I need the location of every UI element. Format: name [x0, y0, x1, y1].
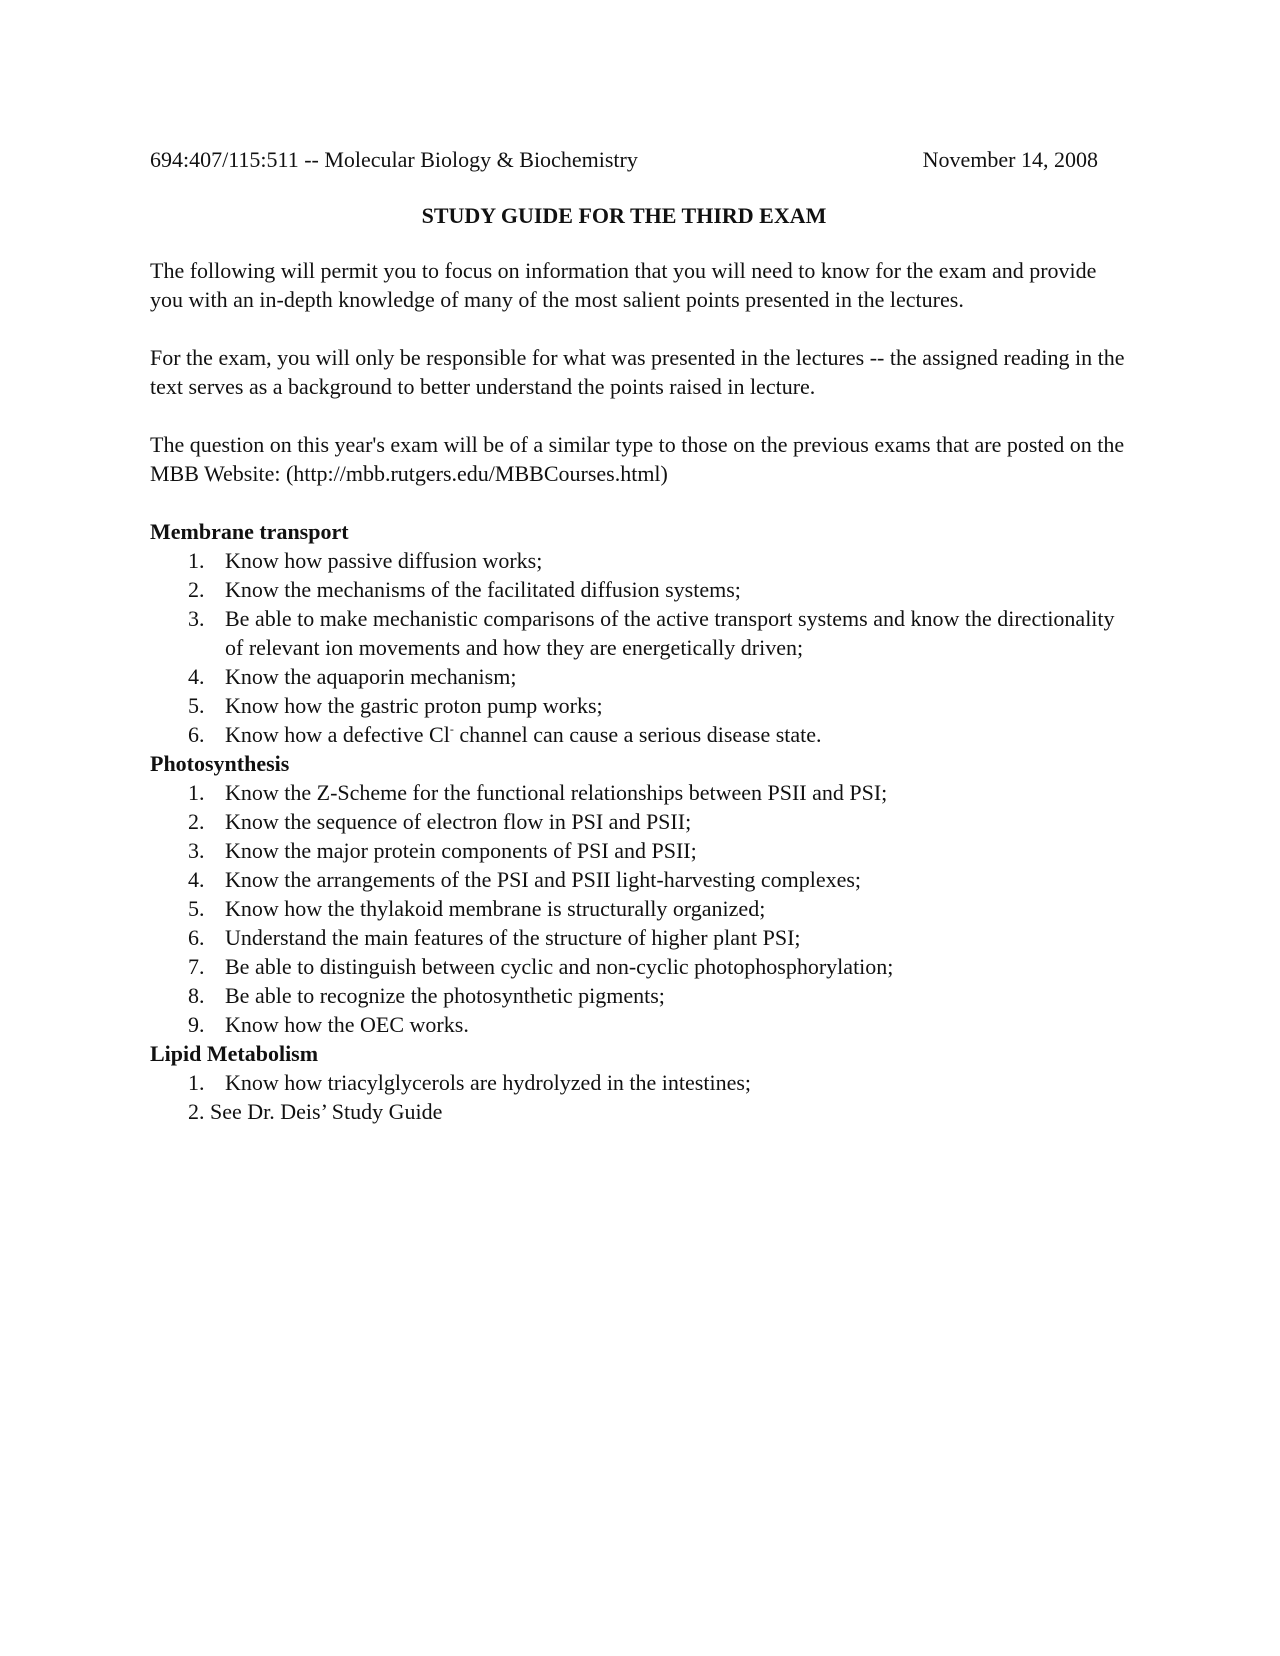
item-number: 1.	[188, 548, 205, 573]
item-text: Know how triacylglycerols are hydrolyzed in the intestines;	[225, 1070, 752, 1095]
list-item	[150, 807, 1130, 836]
course-code: 694:407/115:511 -- Molecular Biology & Biochemistry	[150, 147, 638, 172]
list-item	[150, 981, 1130, 1010]
responsibility-paragraph: For the exam, you will only be responsible for what was presented in the lectures -- the assigned reading in the text serves as a background to better understand the points raised in lecture.	[150, 345, 1125, 399]
list-item	[150, 836, 1130, 865]
study-guide-reference: 2. See Dr. Deis’ Study Guide	[188, 1099, 443, 1124]
item-text: Understand the main features of the structure of higher plant PSI;	[225, 925, 801, 950]
item-text: Know how the thylakoid membrane is structurally organized;	[225, 896, 766, 921]
list-item	[150, 952, 1130, 981]
exam-type-paragraph: The question on this year's exam will be of a similar type to those on the previous exams that are posted on the MBB Website: (http://mbb.rutgers.edu/MBBCourses.html)	[150, 432, 1125, 486]
item-text: Be able to make mechanistic comparisons of the active transport systems and know the directionality of relevant ion movements and how they are energetically driven;	[225, 606, 1115, 660]
item-number: 4.	[188, 867, 205, 892]
photosynthesis-list	[150, 778, 1130, 1039]
list-item	[150, 662, 1130, 691]
item-text: Know the sequence of electron flow in PSI and PSII;	[225, 809, 692, 834]
item-text: Be able to recognize the photosynthetic pigments;	[225, 983, 665, 1008]
document-title: STUDY GUIDE FOR THE THIRD EXAM	[421, 203, 827, 228]
item-text: Know the Z-Scheme for the functional relationships between PSII and PSI;	[225, 780, 888, 805]
item-number: 1.	[188, 1070, 205, 1095]
chloride-charge-superscript: -	[449, 722, 454, 736]
item-number: 6.	[188, 925, 205, 950]
section-heading-lipid-metabolism: Lipid Metabolism	[150, 1041, 319, 1066]
item-text-continued: channel can cause a serious disease state.	[453, 722, 822, 747]
section-heading-membrane-transport: Membrane transport	[150, 519, 349, 544]
lipid-metabolism-list	[150, 1068, 1130, 1097]
item-number: 3.	[188, 838, 205, 863]
intro-paragraph: The following will permit you to focus on information that you will need to know for the exam and provide you with an in-depth knowledge of many of the most salient points presented in the lectures.	[150, 258, 1097, 312]
document-date: November 14, 2008	[922, 147, 1098, 172]
item-number: 3.	[188, 606, 205, 631]
list-item	[150, 546, 1130, 575]
item-number: 9.	[188, 1012, 205, 1037]
list-item	[150, 865, 1130, 894]
item-number: 6.	[188, 722, 205, 747]
membrane-transport-list	[150, 546, 1130, 749]
item-number: 4.	[188, 664, 205, 689]
item-text: Know the arrangements of the PSI and PSII light-harvesting complexes;	[225, 867, 862, 892]
item-text: Know the major protein components of PSI and PSII;	[225, 838, 697, 863]
list-item	[150, 1068, 1130, 1097]
list-item	[150, 1010, 1130, 1039]
item-text: Know how the OEC works.	[225, 1012, 469, 1037]
item-text: Know the mechanisms of the facilitated diffusion systems;	[225, 577, 741, 602]
list-item	[150, 720, 1130, 749]
item-text: Be able to distinguish between cyclic and non-cyclic photophosphorylation;	[225, 954, 894, 979]
item-text: Know how the gastric proton pump works;	[225, 693, 603, 718]
list-item	[150, 691, 1130, 720]
list-item	[150, 894, 1130, 923]
item-text: Know how passive diffusion works;	[225, 548, 543, 573]
item-text: Know how a defective Cl	[225, 722, 450, 747]
list-item	[150, 604, 1130, 662]
item-number: 2.	[188, 809, 205, 834]
item-number: 2.	[188, 577, 205, 602]
document-page	[150, 145, 1130, 1126]
item-number: 5.	[188, 896, 205, 921]
item-number: 7.	[188, 954, 205, 979]
list-item	[150, 923, 1130, 952]
item-text: Know the aquaporin mechanism;	[225, 664, 517, 689]
item-number: 1.	[188, 780, 205, 805]
item-number: 5.	[188, 693, 205, 718]
list-item	[150, 778, 1130, 807]
list-item	[150, 575, 1130, 604]
item-number: 8.	[188, 983, 205, 1008]
section-heading-photosynthesis: Photosynthesis	[150, 751, 290, 776]
header-row	[150, 145, 1098, 174]
